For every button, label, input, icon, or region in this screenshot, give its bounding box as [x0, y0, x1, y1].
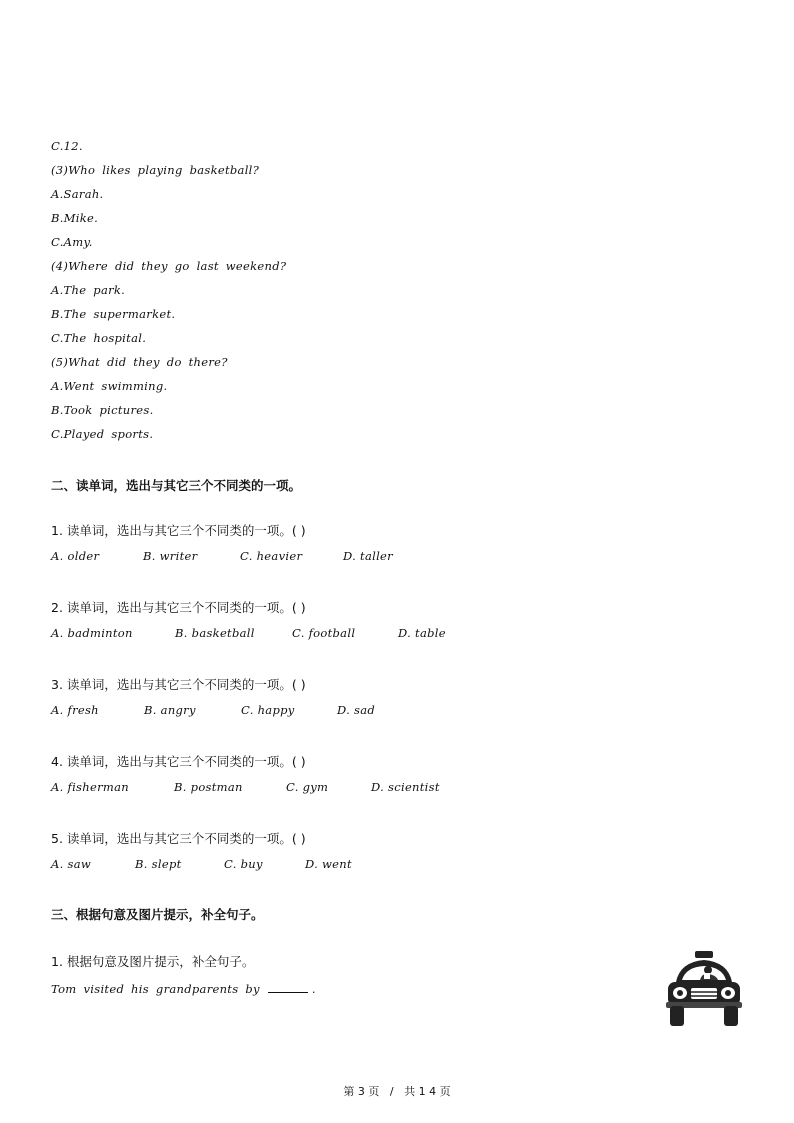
question-line: (3)Who likes playing basketball?	[51, 163, 260, 177]
option-line: C.Played sports.	[51, 427, 154, 441]
option-b: B. postman	[174, 780, 243, 794]
option-b: B. basketball	[175, 626, 255, 640]
option-line: B.Mike.	[51, 211, 99, 225]
question-line: (4)Where did they go last weekend?	[51, 259, 287, 273]
question-line: (5)What did they do there?	[51, 355, 228, 369]
option-line: A.Went swimming.	[51, 379, 168, 393]
option-a: A. fisherman	[51, 780, 129, 794]
option-a: A. older	[51, 549, 100, 563]
option-d: D. table	[398, 626, 446, 640]
option-line: C.The hospital.	[51, 331, 147, 345]
option-a: A. saw	[51, 857, 92, 871]
sentence-end: .	[311, 982, 316, 996]
option-c: C. football	[292, 626, 356, 640]
option-d: D. went	[305, 857, 352, 871]
option-b: B. angry	[144, 703, 196, 717]
option-line: B.Took pictures.	[51, 403, 154, 417]
page-number: 第 3 页 / 共 1 4 页	[343, 1085, 451, 1098]
option-line: C.Amy.	[51, 235, 93, 249]
page-footer	[0, 1085, 794, 1099]
option-c: C. buy	[224, 857, 263, 871]
question-prompt: 1. 根据句意及图片提示，补全句子。	[51, 954, 255, 969]
option-b: B. slept	[135, 857, 182, 871]
option-d: D. taller	[343, 549, 393, 563]
option-line: B.The supermarket.	[51, 307, 176, 321]
option-d: D. sad	[337, 703, 376, 717]
question-prompt: 3. 读单词，选出与其它三个不同类的一项。( )	[51, 677, 306, 692]
option-c: C. happy	[241, 703, 295, 717]
question-prompt: 1. 读单词，选出与其它三个不同类的一项。( )	[51, 523, 306, 538]
sentence-text: Tom visited his grandparents by	[51, 982, 260, 996]
option-a: A. badminton	[51, 626, 133, 640]
question-prompt: 2. 读单词，选出与其它三个不同类的一项。( )	[51, 600, 306, 615]
question-prompt: 4. 读单词，选出与其它三个不同类的一项。( )	[51, 754, 306, 769]
answer-blank[interactable]	[268, 981, 308, 993]
option-line: A.The park.	[51, 283, 126, 297]
option-c: C. heavier	[240, 549, 303, 563]
option-d: D. scientist	[371, 780, 440, 794]
option-c: C. gym	[286, 780, 329, 794]
option-a: A. fresh	[51, 703, 99, 717]
section-heading: 二、读单词，选出与其它三个不同类的一项。	[51, 478, 302, 493]
fill-in-sentence	[51, 981, 316, 996]
section-heading: 三、根据句意及图片提示，补全句子。	[51, 907, 264, 922]
option-line: A.Sarah.	[51, 187, 104, 201]
taxi-car-icon	[664, 948, 744, 1028]
option-line: C.12.	[51, 139, 83, 153]
question-prompt: 5. 读单词，选出与其它三个不同类的一项。( )	[51, 831, 306, 846]
option-b: B. writer	[143, 549, 198, 563]
